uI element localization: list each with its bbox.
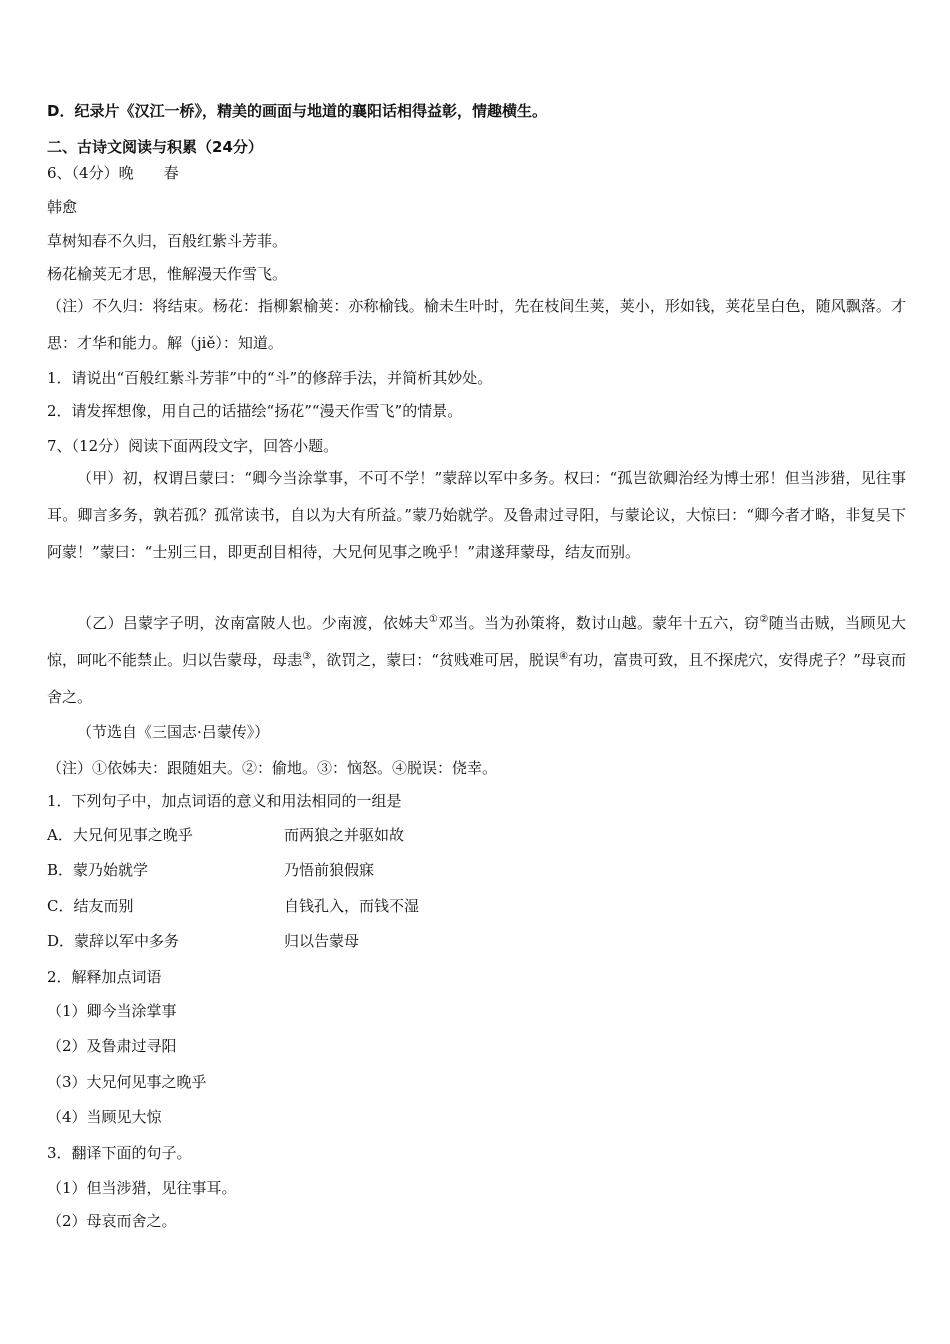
option-pair: 而两狼之并驱如故: [284, 826, 405, 844]
question-6-1: 1．请说出“百般红紫斗芳菲”中的“斗”的修辞手法，并简析其妙处。: [47, 369, 493, 387]
option-row: [47, 825, 906, 845]
section-2-title: 二、古诗文阅读与积累（24分）: [47, 138, 263, 156]
question-7-2: 2．解释加点词语: [47, 968, 162, 986]
option-label: B．蒙乃始就学: [47, 861, 149, 879]
poem-note: （注）不久归：将结束。杨花：指柳絮榆荚：亦称榆钱。榆未生叶时，先在枝间生荚，荚小，形如钱，荚花呈白色，随风飘落。才思：才华和能力。解（jiě）：知道。: [47, 297, 906, 352]
option-label: D．蒙辞以军中多务: [47, 932, 180, 950]
poem-author: 韩愈: [47, 198, 78, 216]
question-7-2-item: （2）及鲁肃过寻阳: [47, 1037, 177, 1055]
option-d-statement: D．纪录片《汉江一桥》，精美的画面与地道的襄阳话相得益彰，情趣横生。: [47, 102, 547, 120]
option-row: [47, 896, 906, 916]
question-6-2: 2．请发挥想像，用自己的话描绘“扬花”“漫天作雪飞”的情景。: [47, 402, 463, 420]
question-6-header: 6、（4分）晚 春: [47, 164, 179, 182]
option-row: [47, 931, 906, 951]
passage-b: （乙）吕蒙字子明，汝南富陂人也。少南渡，依姊夫①邓当。当为孙策将，数讨山越。蒙年十五六，窃②随当击贼，当顾见大惊，呵叱不能禁止。归以告蒙母，母恚③，欲罚之，蒙曰：“贫贱难可居，脱误④有功，富贵可致，且不探虎穴，安得虎子？”母哀而舍之。: [47, 614, 907, 706]
poem-line-2: 杨花榆荚无才思，惟解漫天作雪飞。: [47, 265, 288, 283]
passage-source: （节选自《三国志·吕蒙传》）: [77, 723, 270, 741]
option-pair: 自钱孔入，而钱不湿: [284, 897, 420, 915]
option-pair: 归以告蒙母: [284, 932, 360, 950]
question-7-header: 7、（12分）阅读下面两段文字，回答小题。: [47, 437, 339, 455]
question-7-3-item: （1）但当涉猎，见往事耳。: [47, 1179, 237, 1197]
question-7-note: （注）①依姊夫：跟随姐夫。②：偷地。③：恼怒。④脱误：侥幸。: [47, 759, 498, 777]
option-label: A．大兄何见事之晚乎: [47, 826, 193, 844]
option-label: C．结友而别: [47, 897, 134, 915]
passage-a: （甲）初，权谓吕蒙曰：“卿今当涂掌事，不可不学！”蒙辞以军中多务。权曰：“孤岂欲卿治经为博士邪！但当涉猎，见往事耳。卿言多务，孰若孤？孤常读书，自以为大有所益。”蒙乃始就学。及鲁肃过寻阳，与蒙论议，大惊曰：“卿今者才略，非复吴下阿蒙！”蒙曰：“士别三日，即更刮目相待，大兄何见事之晚乎！”肃遂拜蒙母，结友而别。: [47, 469, 906, 561]
question-7-2-item: （1）卿今当涂掌事: [47, 1002, 177, 1020]
question-7-1: 1．下列句子中，加点词语的意义和用法相同的一组是: [47, 792, 402, 810]
question-7-3: 3．翻译下面的句子。: [47, 1144, 192, 1162]
question-7-2-item: （3）大兄何见事之晚乎: [47, 1073, 207, 1091]
option-row: [47, 860, 906, 880]
question-7-3-item: （2）母哀而舍之。: [47, 1212, 177, 1230]
question-7-2-item: （4）当顾见大惊: [47, 1108, 162, 1126]
poem-line-1: 草树知春不久归，百般红紫斗芳菲。: [47, 232, 288, 250]
option-pair: 乃悟前狼假寐: [284, 861, 375, 879]
